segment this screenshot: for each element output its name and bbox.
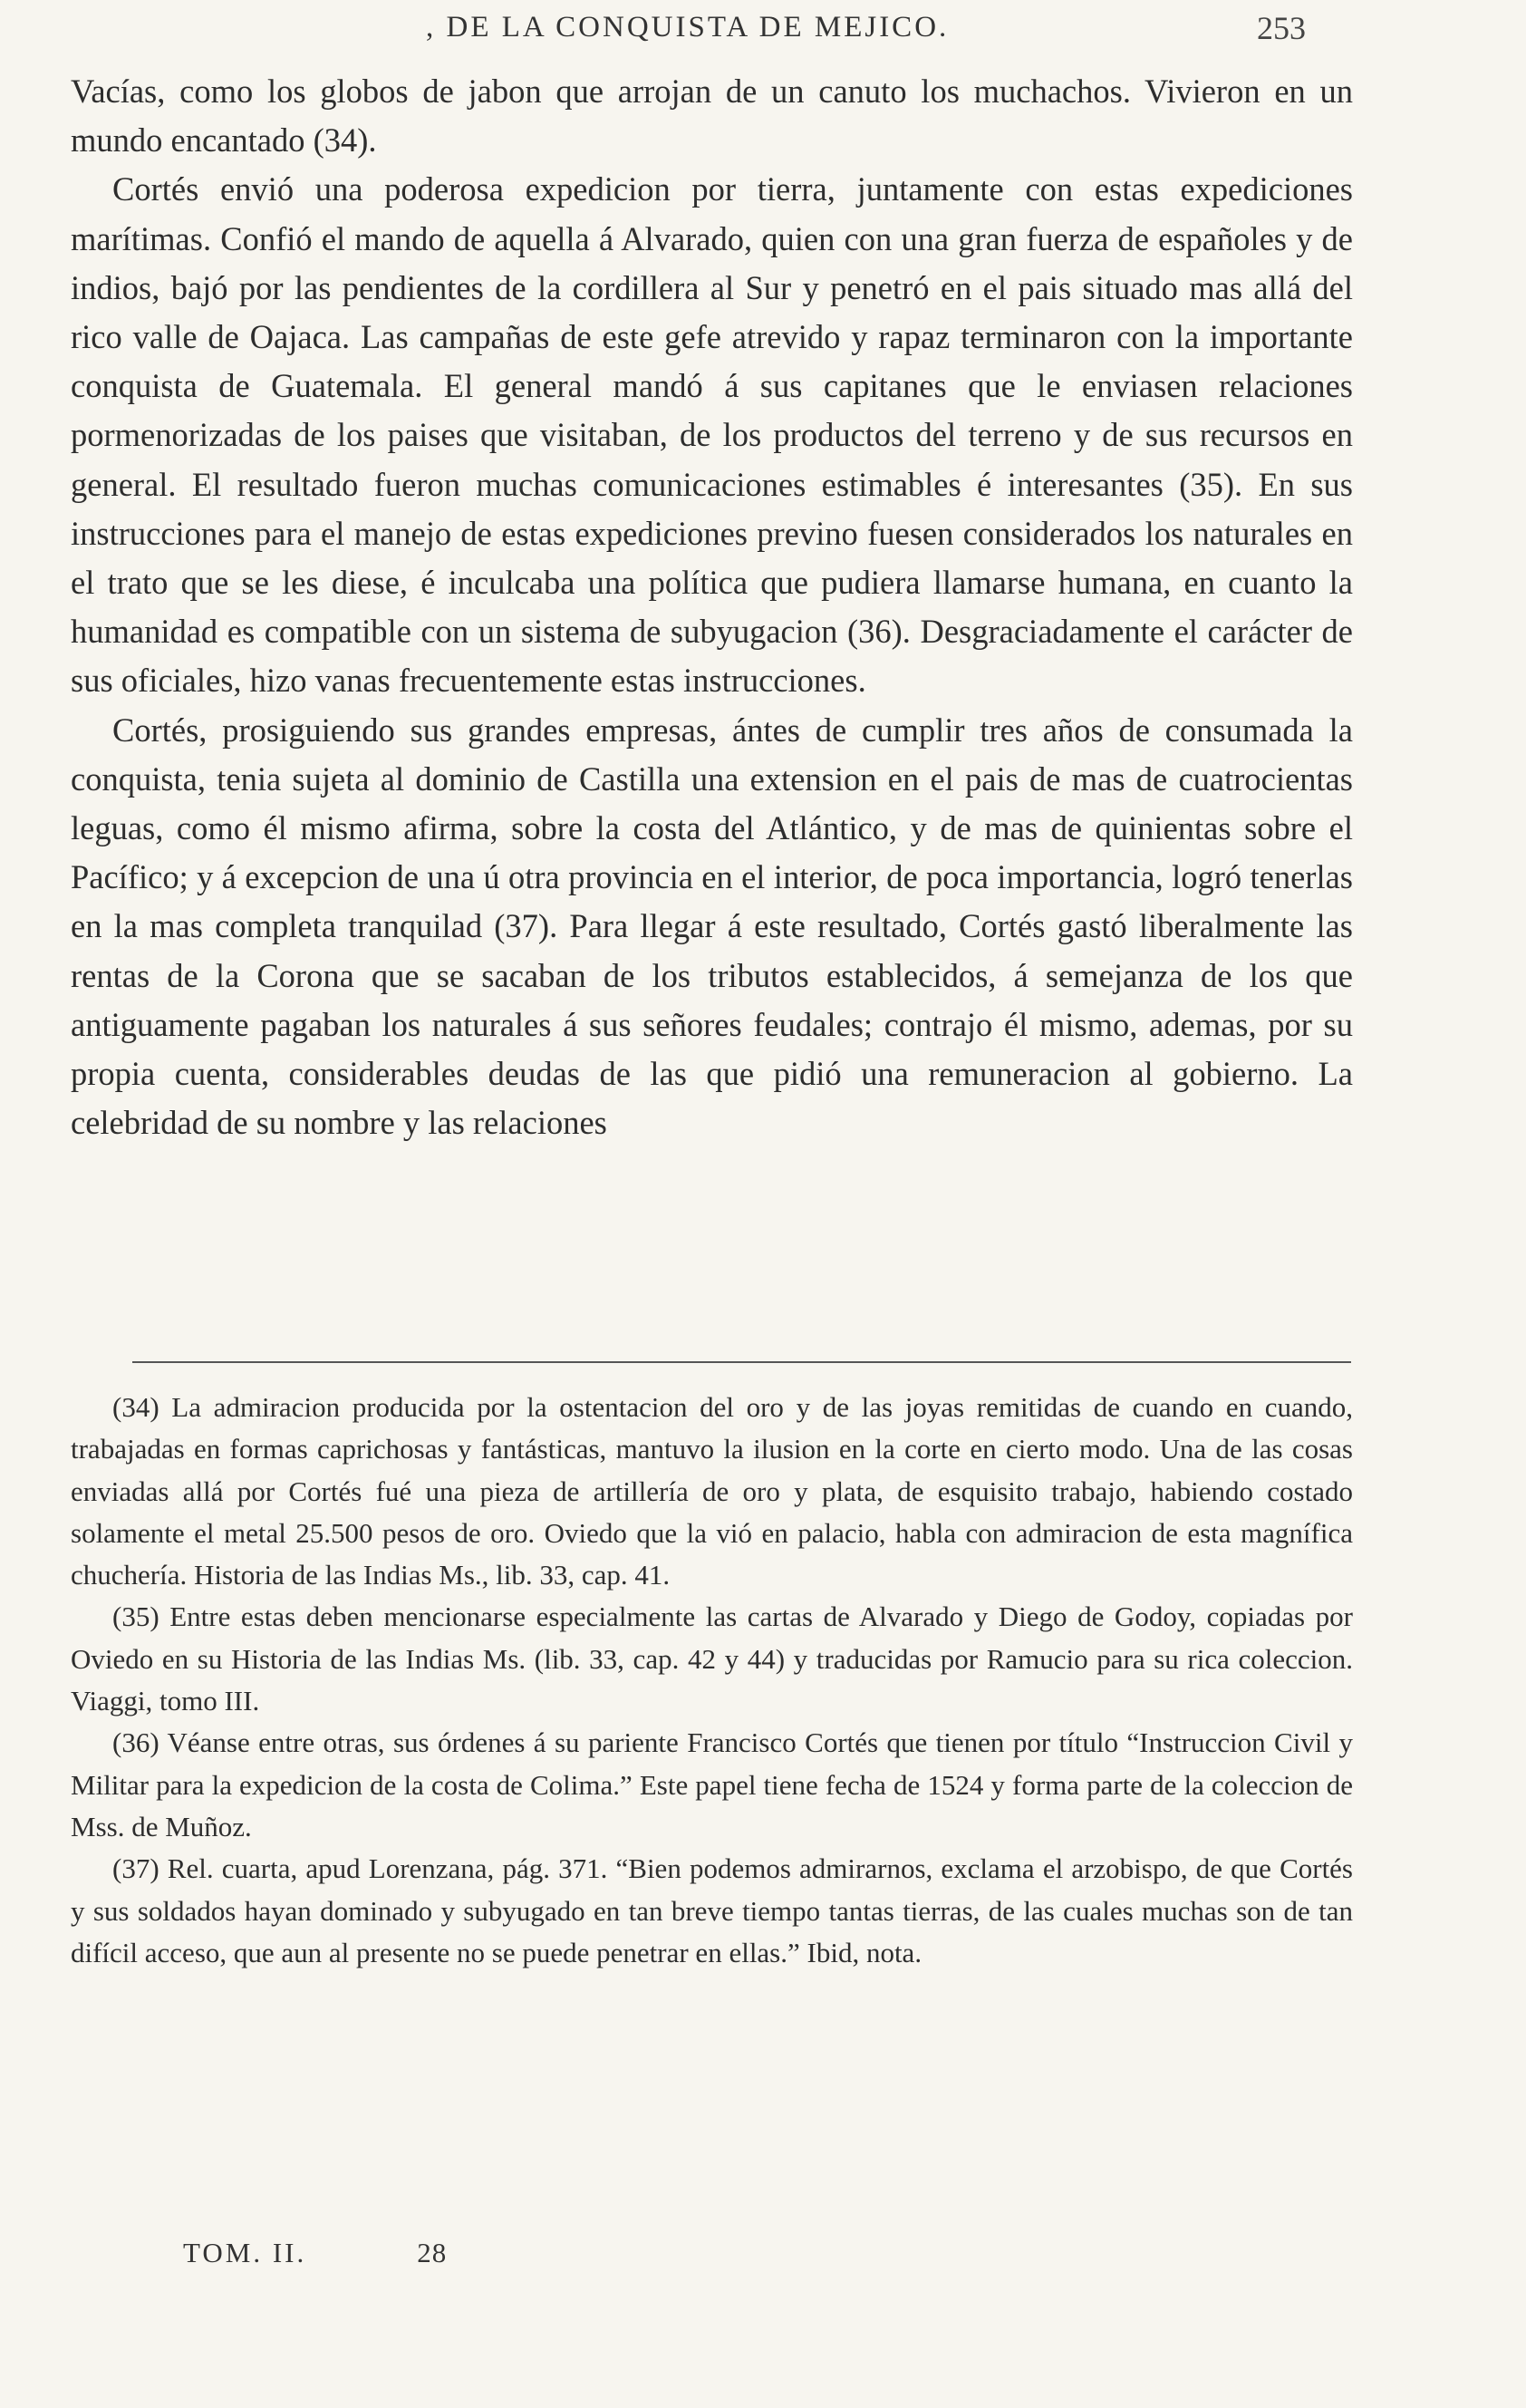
body-paragraph: Vacías, como los globos de jabon que arrojan de un canuto los muchachos. Vivieron en un mundo encantado (34).: [71, 73, 1353, 160]
footnote: (34) La admiracion producida por la ostentacion del oro y de las joyas remitidas de cuando en cuando, trabajadas en formas caprichosas y fantásticas, mantuvo la ilusion en la corte en cierto modo. Una de las cosas enviadas allá por Cortés fué una pieza de artillería de oro y plata, de esquisito trabajo, habiendo costado solamente el metal 25.500 pesos de oro. Oviedo que la vió en palacio, habla con admiracion de esta magnífica chuchería. Historia de las Indias Ms., lib. 33, cap. 41.: [71, 1391, 1353, 1591]
sheet-number: 28: [417, 2237, 448, 2268]
footnote-divider: [132, 1361, 1351, 1363]
footnotes: [71, 1387, 1353, 1974]
main-text: [71, 67, 1353, 1147]
footnote: (37) Rel. cuarta, apud Lorenzana, pág. 371. “Bien podemos admirarnos, exclama el arzobispo, de que Cortés y sus soldados hayan dominado y subyugado en tan breve tiempo tantas tierras, de las cuales muchas son de tan difícil acceso, que aun al presente no se puede penetrar en ellas.” Ibid, nota.: [71, 1852, 1353, 1968]
body-paragraph: Cortés, prosiguiendo sus grandes empresas, ántes de cumplir tres años de consumada la conquista, tenia sujeta al dominio de Castilla una extension en el pais de mas de cuatrocientas leguas, como él mismo afirma, sobre la costa del Atlántico, y de mas de quinientas sobre el Pacífico; y á excepcion de una ú otra provincia en el interior, de poca importancia, logró tenerlas en la mas completa tranquilad (37). Para llegar á este resultado, Cortés gastó liberalmente las rentas de la Corona que se sacaban de los tributos establecidos, á semejanza de los que antiguamente pagaban los naturales á sus señores feudales; contrajo él mismo, ademas, por su propia cuenta, considerables deudas de las que pidió una remuneracion al gobierno. La celebridad de su nombre y las relaciones: [71, 711, 1353, 1142]
volume-label: TOM. II.: [183, 2237, 307, 2268]
signature-mark: [183, 2237, 447, 2269]
footnote: (35) Entre estas deben mencionarse especialmente las cartas de Alvarado y Diego de Godoy, copiadas por Oviedo en su Historia de las Indias Ms. (lib. 33, cap. 42 y 44) y traducidas por Ramucio para su rica coleccion. Viaggi, tomo III.: [71, 1600, 1353, 1717]
footnote: (36) Véanse entre otras, sus órdenes á su pariente Francisco Cortés que tienen por título “Instruccion Civil y Militar para la expedicion de la costa de Colima.” Este papel tiene fecha de 1524 y forma parte de la coleccion de Mss. de Muñoz.: [71, 1726, 1353, 1842]
body-paragraph: Cortés envió una poderosa expedicion por tierra, juntamente con estas expediciones marítimas. Confió el mando de aquella á Alvarado, quien con una gran fuerza de españoles y de indios, bajó por las pendientes de la cordillera al Sur y penetró en el pais situado mas allá del rico valle de Oajaca. Las campañas de este gefe atrevido y rapaz terminaron con la importante conquista de Guatemala. El general mandó á sus capitanes que le enviasen relaciones pormenorizadas de los paises que visitaban, de los productos del terreno y de sus recursos en general. El resultado fueron muchas comunicaciones estimables é interesantes (35). En sus instrucciones para el manejo de estas expediciones previno fuesen considerados los naturales en el trato que se les diese, é inculcaba una política que pudiera llamarse humana, en cuanto la humanidad es compatible con un sistema de subyugacion (36). Desgraciadamente el carácter de sus oficiales, hizo vanas frecuentemente estas instrucciones.: [71, 170, 1353, 700]
page-number: 253: [1257, 10, 1306, 46]
running-head: , DE LA CONQUISTA DE MEJICO.: [426, 11, 950, 44]
